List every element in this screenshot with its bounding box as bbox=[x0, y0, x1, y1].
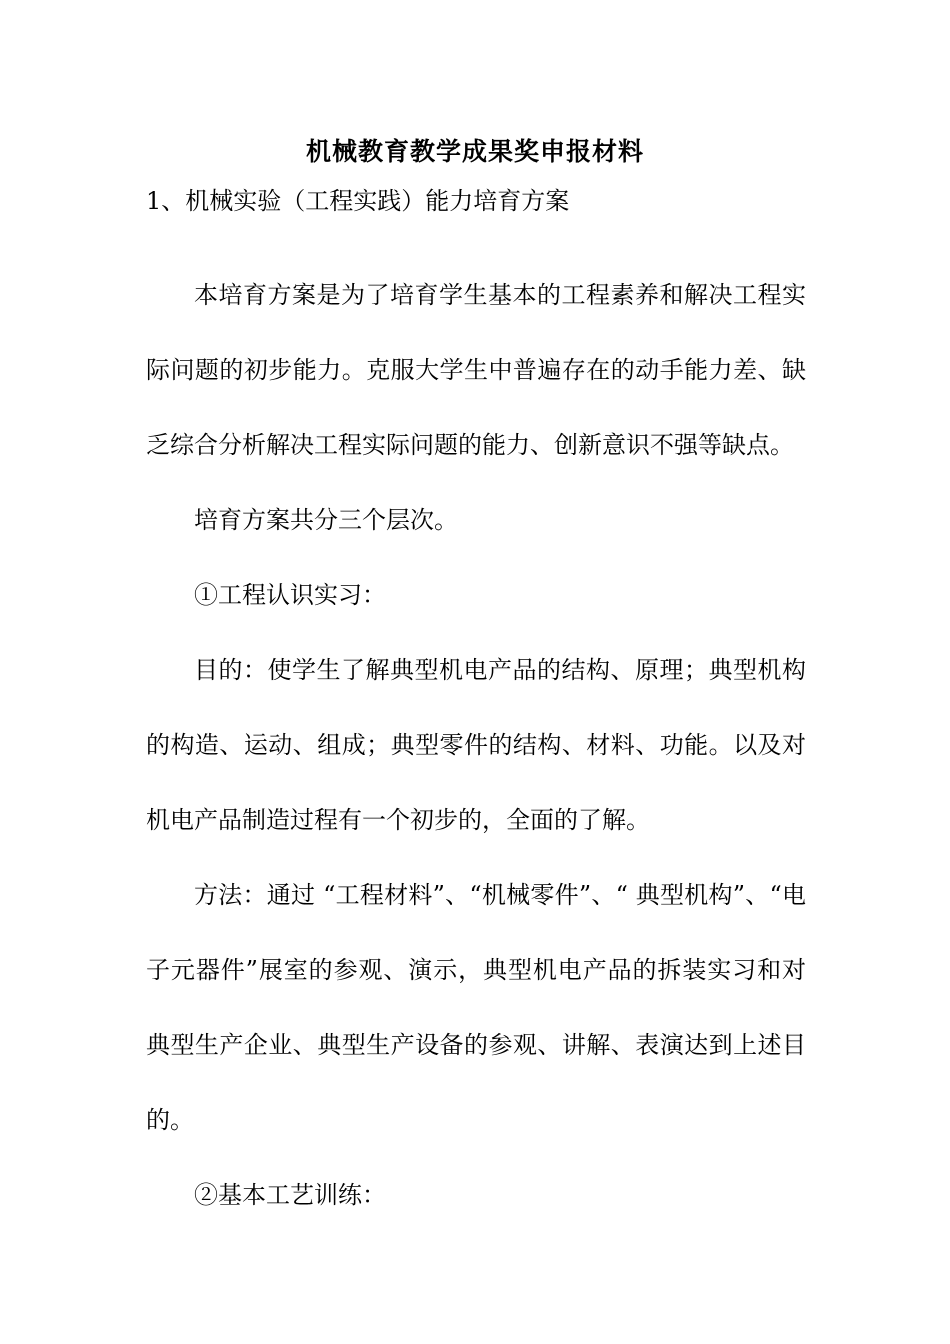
paragraph-level-1-heading: ①工程认识实习： bbox=[194, 581, 386, 609]
document-body bbox=[146, 258, 806, 1233]
paragraph-purpose: 目的：使学生了解典型机电产品的结构、原理；典型机构的构造、运动、组成；典型零件的结构、材料、功能。以及对机电产品制造过程有一个初步的，全面的了解。 bbox=[146, 656, 806, 834]
paragraph-levels: 培育方案共分三个层次。 bbox=[194, 506, 458, 534]
paragraph-method: 方法：通过 “工程材料”、“机械零件”、“ 典型机构”、“电子元器件”展室的参观、演示，典型机电产品的拆装实习和对典型生产企业、典型生产设备的参观、讲解、表演达到上述目的。 bbox=[146, 881, 806, 1134]
paragraph-level-2-heading: ②基本工艺训练： bbox=[194, 1181, 386, 1209]
section-heading: 1、机械实验（工程实践）能力培育方案 bbox=[146, 187, 570, 215]
document-title: 机械教育教学成果奖申报材料 bbox=[305, 137, 644, 166]
paragraph-intro: 本培育方案是为了培育学生基本的工程素养和解决工程实际问题的初步能力。克服大学生中普遍存在的动手能力差、缺乏综合分析解决工程实际问题的能力、创新意识不强等缺点。 bbox=[146, 281, 806, 459]
